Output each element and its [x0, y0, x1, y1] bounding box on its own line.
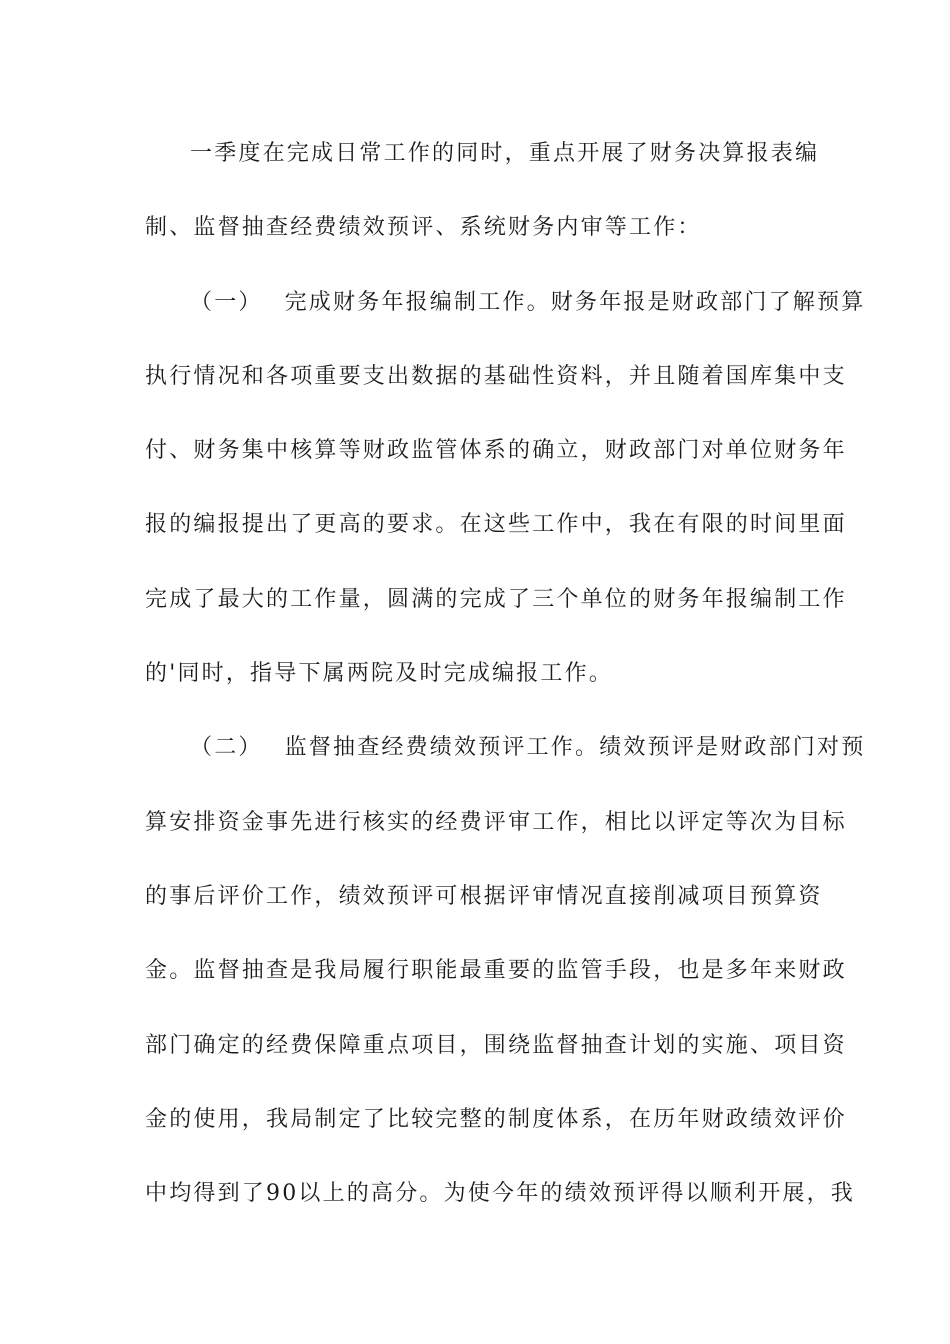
- paragraph-line-5: 付、财务集中核算等财政监管体系的确立，财政部门对单位财务年: [145, 438, 847, 463]
- paragraph-line-11: 的事后评价工作，绩效预评可根据评审情况直接削减项目预算资: [145, 884, 823, 909]
- paragraph-line-7: 完成了最大的工作量，圆满的完成了三个单位的财务年报编制工作: [145, 587, 847, 612]
- paragraph-line-1: 一季度在完成日常工作的同时，重点开展了财务决算报表编: [190, 141, 820, 166]
- paragraph-line-12: 金。监督抽查是我局履行职能最重要的监管手段，也是多年来财政: [145, 958, 847, 983]
- paragraph-line-4: 执行情况和各项重要支出数据的基础性资料，并且随着国库集中支: [145, 364, 847, 389]
- section-1-first-line: [190, 292, 865, 314]
- paragraph-line-8: 的'同时，指导下属两院及时完成编报工作。: [145, 661, 614, 686]
- paragraph-line-2: 制、监督抽查经费绩效预评、系统财务内审等工作：: [145, 215, 702, 240]
- paragraph-line-10: 算安排资金事先进行核实的经费评审工作，相比以评定等次为目标: [145, 810, 847, 835]
- section-1-heading-text: 完成财务年报编制工作。财务年报是财政部门了解预算: [284, 290, 866, 315]
- section-2-heading-text: 监督抽查经费绩效预评工作。绩效预评是财政部门对预: [284, 735, 866, 760]
- paragraph-line-13: 部门确定的经费保障重点项目，围绕监督抽查计划的实施、项目资: [145, 1033, 847, 1058]
- paragraph-line-14: 金的使用，我局制定了比较完整的制度体系，在历年财政绩效评价: [145, 1107, 847, 1132]
- section-2-marker: （二）: [190, 735, 263, 760]
- paragraph-line-15: 中均得到了90以上的高分。为使今年的绩效预评得以顺利开展，我: [145, 1181, 855, 1206]
- section-2-first-line: [190, 737, 865, 759]
- section-1-marker: （一）: [190, 290, 263, 315]
- paragraph-line-6: 报的编报提出了更高的要求。在这些工作中，我在有限的时间里面: [145, 512, 847, 537]
